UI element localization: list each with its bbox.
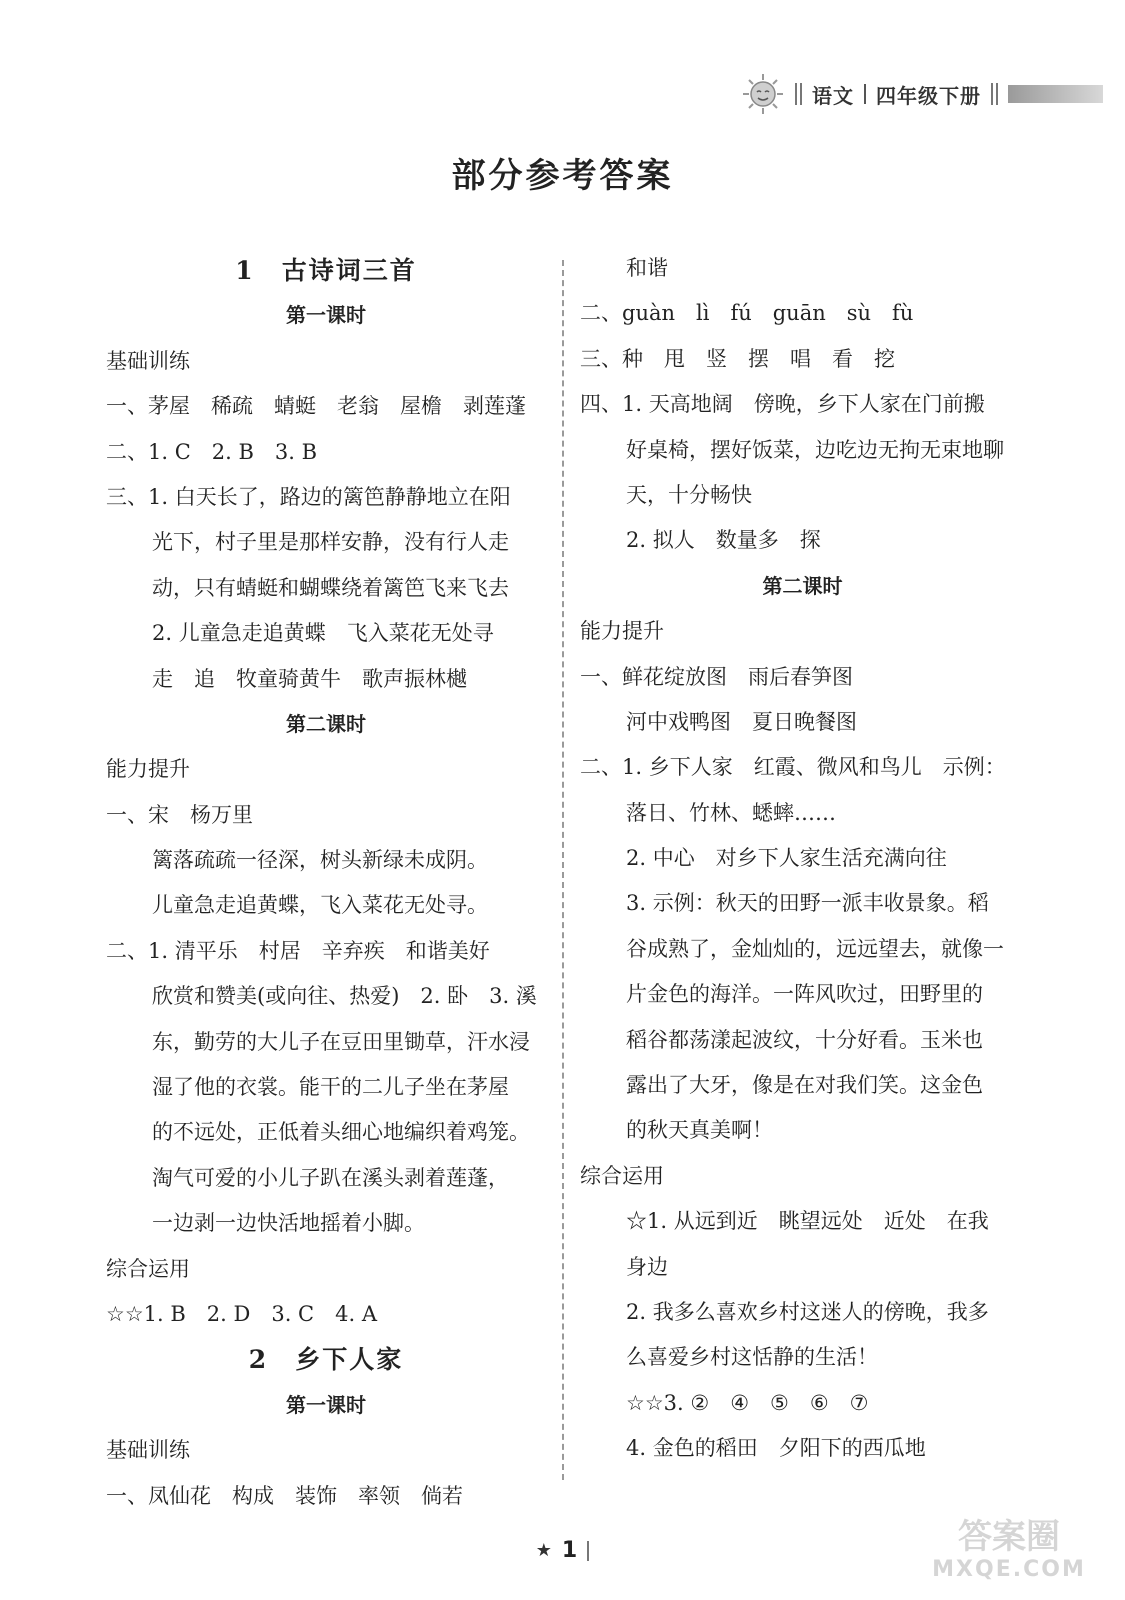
- page-number: 1: [561, 1538, 578, 1563]
- lesson-heading: 第一课时: [286, 303, 366, 328]
- answer-line: 光下，村子里是那样安静，没有行人走: [152, 530, 509, 555]
- sun-icon: [741, 72, 785, 116]
- answer-line: 能力提升: [580, 619, 664, 644]
- answer-line: 一、鲜花绽放图 雨后春笋图: [580, 664, 853, 689]
- page-header: [741, 70, 1103, 118]
- answer-line: 二、1. C 2. B 3. B: [106, 439, 318, 464]
- right-column: [580, 246, 1025, 1472]
- header-gradient-bar: [1008, 85, 1103, 103]
- answer-line: 一边剥一边快活地摇着小脚。: [152, 1211, 425, 1236]
- footer-star-icon: ★: [535, 1540, 552, 1561]
- page-title: 部分参考答案: [451, 156, 674, 196]
- section-heading: 2 乡下人家: [248, 1345, 404, 1375]
- answer-line: 走 追 牧童骑黄牛 歌声振林樾: [152, 666, 467, 691]
- answer-line: 2. 中心 对乡下人家生活充满向往: [626, 846, 947, 871]
- answer-line: 天，十分畅快: [626, 482, 752, 507]
- answer-line: 落日、竹林、蟋蟀……: [626, 800, 836, 825]
- answer-line: 湿了他的衣裳。能干的二儿子坐在茅屋: [152, 1075, 509, 1100]
- answer-line: 综合运用: [580, 1163, 664, 1188]
- answer-line: 二、1. 清平乐 村居 辛弃疾 和谐美好: [106, 938, 490, 963]
- answer-line: 的秋天真美啊！: [626, 1118, 773, 1143]
- header-subject: 语文: [812, 83, 854, 108]
- answer-line: 2. 我多么喜欢乡村这迷人的傍晚，我多: [626, 1299, 989, 1324]
- answer-line: 综合运用: [106, 1256, 190, 1281]
- watermark-logo: [922, 1512, 1097, 1582]
- answer-line: 和谐: [626, 256, 668, 280]
- answer-line: 身边: [626, 1254, 668, 1279]
- answer-line: 一、茅屋 稀疏 蜻蜓 老翁 屋檐 剥莲蓬: [106, 394, 526, 419]
- lesson-heading: 第二课时: [286, 711, 366, 736]
- answer-line: 河中戏鸭图 夏日晚餐图: [626, 709, 857, 734]
- answer-line: 篱落疏疏一径深，树头新绿未成阴。: [152, 848, 488, 873]
- answer-line: 二、1. 乡下人家 红霞、微风和鸟儿 示例：: [580, 755, 1006, 780]
- watermark-url: MXQE.COM: [932, 1557, 1086, 1582]
- answer-line: 4. 金色的稻田 夕阳下的西瓜地: [626, 1436, 926, 1461]
- header-separator: [864, 84, 866, 104]
- section-heading: 1 古诗词三首: [235, 256, 417, 285]
- left-column: [106, 248, 546, 1519]
- answer-line: 二、guàn lì fú guān sù fù: [580, 301, 914, 326]
- answer-line: 露出了大牙，像是在对我们笑。这金色: [626, 1073, 983, 1098]
- answer-line: 片金色的海洋。一阵风吹过，田野里的: [626, 982, 983, 1007]
- answer-line: 谷成熟了，金灿灿的，远远望去，就像一: [626, 936, 1004, 961]
- footer-bar: [587, 1541, 589, 1561]
- answer-line: 能力提升: [106, 757, 190, 782]
- answer-line: ☆☆3. ② ④ ⑤ ⑥ ⑦: [626, 1390, 869, 1415]
- answer-line: 基础训练: [106, 348, 190, 373]
- answer-line: 儿童急走追黄蝶，飞入菜花无处寻。: [152, 893, 488, 918]
- answer-line: 一、宋 杨万里: [106, 802, 253, 827]
- answer-line: 3. 示例：秋天的田野一派丰收景象。稻: [626, 891, 989, 916]
- answer-line: 的不远处，正低着头细心地编织着鸡笼。: [152, 1120, 530, 1145]
- answer-line: ☆1. 从远到近 眺望远处 近处 在我: [626, 1209, 989, 1234]
- answer-line: 一、凤仙花 构成 装饰 率领 倘若: [106, 1483, 463, 1508]
- header-bars-right: [991, 83, 998, 105]
- answer-line: 基础训练: [106, 1438, 190, 1463]
- answer-line: 东，勤劳的大儿子在豆田里锄草，汗水浸: [152, 1029, 530, 1054]
- header-grade: 四年级下册: [876, 83, 981, 108]
- lesson-heading: 第一课时: [286, 1392, 366, 1417]
- answer-line: 三、1. 白天长了，路边的篱笆静静地立在阳: [106, 484, 511, 509]
- answer-line: 稻谷都荡漾起波纹，十分好看。玉米也: [626, 1027, 983, 1052]
- column-divider: [562, 260, 564, 1480]
- answer-line: 2. 儿童急走追黄蝶 飞入菜花无处寻: [152, 621, 494, 646]
- answer-line: 好桌椅，摆好饭菜，边吃边无拘无束地聊: [626, 437, 1004, 462]
- lesson-heading: 第二课时: [762, 573, 843, 598]
- answer-line: 欣赏和赞美(或向往、热爱) 2. 卧 3. 溪: [152, 984, 537, 1009]
- watermark-text: 答案圈: [958, 1517, 1060, 1557]
- answer-line: ☆☆1. B 2. D 3. C 4. A: [106, 1301, 378, 1326]
- answer-line: 四、1. 天高地阔 傍晚，乡下人家在门前搬: [580, 392, 985, 417]
- answer-line: 动，只有蜻蜓和蝴蝶绕着篱笆飞来飞去: [152, 575, 509, 600]
- header-bars-left: [795, 83, 802, 105]
- answer-line: 么喜爱乡村这恬静的生活！: [626, 1345, 878, 1370]
- answer-line: 淘气可爱的小儿子趴在溪头剥着莲蓬，: [152, 1165, 509, 1190]
- answer-line: 2. 拟人 数量多 探: [626, 528, 821, 553]
- answer-line: 三、种 甩 竖 摆 唱 看 挖: [580, 346, 895, 371]
